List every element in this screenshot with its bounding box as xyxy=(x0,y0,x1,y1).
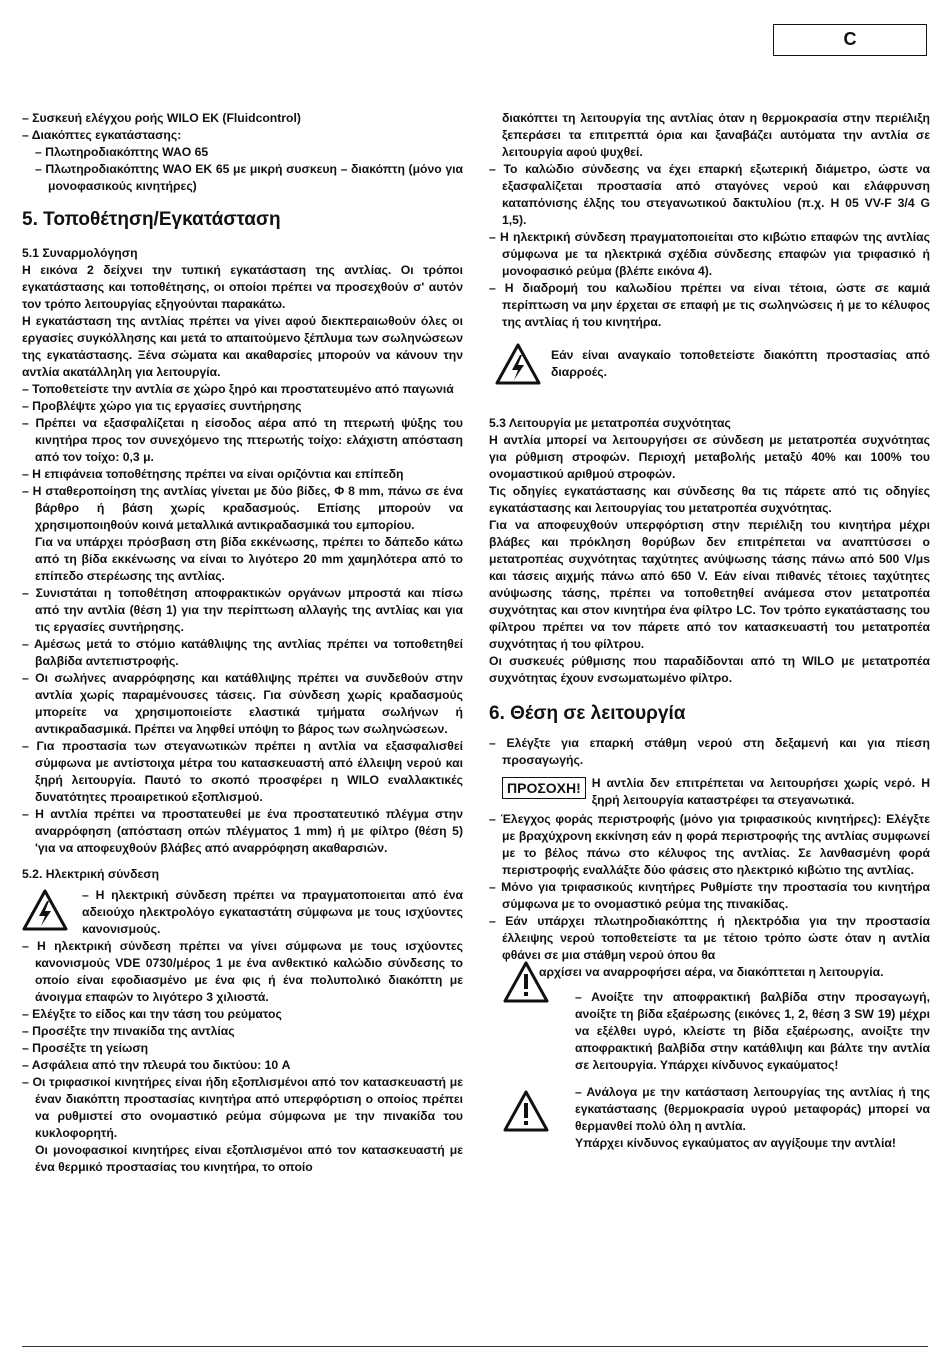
list-item: – Πρέπει να εξασφαλίζεται η είσοδος αέρα από τη πτερωτή ψύξης του κινητήρα προς τον συνεχόμενο της πτερωτής τοίχο: ελάχιστη απόσταση από τον τοίχο: 0,3 μ. xyxy=(22,416,463,464)
leakage-warning xyxy=(489,341,930,391)
list-item: – Προσέξτε τη γείωση xyxy=(22,1041,149,1055)
warning-text: – Ανάλογα με την κατάσταση λειτουργίας της αντλίας ή της εγκατάστασης (θερμοκρασία υγρού μεταφοράς) μπορεί να θερμανθεί πολύ όλη η αντλία. xyxy=(575,1085,930,1133)
list-item: – Διακόπτες εγκατάστασης: xyxy=(22,128,182,142)
electric-hazard-icon xyxy=(22,889,68,931)
list-item-continuation: Για να υπάρχει πρόσβαση στη βίδα εκκένωσης, πρέπει το δάπεδο κάτω από τη βίδα εκκένωσης να είναι το λιγότερο 20 mm χαμηλότερα από το επίπεδο στερέωσης της αντλίας. xyxy=(35,535,463,583)
list-item: – Προβλέψτε χώρο για τις εργασίες συντήρησης xyxy=(22,399,302,413)
list-item: – Συνιστάται η τοποθέτηση αποφρακτικών οργάνων μπροστά και πίσω από την αντλία (θέση 1) για την περίπτωση αλλαγής της αντλίας και για τις εργασίες συντήρησης. xyxy=(22,586,463,634)
list-item: – Η επιφάνεια τοποθέτησης πρέπει να είναι οριζόντια και επίπεδη xyxy=(22,467,404,481)
paragraph: Τις οδηγίες εγκατάστασης και σύνδεσης θα τις πάρετε από τις οδηγίες εγκατάστασης και λειτουργίας του μετατροπέα συχνότητας. xyxy=(489,484,930,515)
paragraph: Η εγκατάσταση της αντλίας πρέπει να γίνει αφού διεκπεραιωθούν όλες οι εργασίες συγκόλλησης και μετά το απαιτούμενο ξέπλυμα των σωληνώσεων της εγκατάστασης. Ξένα σώματα και ακαθαρσίες μπορούν να κάνουν την αντλία ακατάλληλη για λειτουργία. xyxy=(22,314,463,379)
list-item: – Το καλώδιο σύνδεσης να έχει επαρκή εξωτερική διάμετρο, ώστε να εξασφαλίζεται προστασία από σταγόνες νερού και ελάφρυνση καταπόνισης έλξης του στεγανωτικού δακτυλίου (π.χ. H 05 VV-F 3/4 G 1,5). xyxy=(489,162,930,227)
list-item: – Εάν υπάρχει πλωτηροδιακόπτης ή ηλεκτρόδια για την προστασία έλλειψης νερού τοποθετείστε τα με τέτοιο τρόπο ώστε όταν η αντλία φθάνει σε μια στάθμη νερού όπου θα xyxy=(489,914,930,962)
footer-rule xyxy=(22,1346,928,1347)
electric-warning xyxy=(22,887,463,938)
warning-text: Εάν είναι αναγκαίο τοποθετείστε διακόπτη προστασίας από διαρροές. xyxy=(551,348,930,379)
paragraph: Η αντλία μπορεί να λειτουργήσει σε σύνδεση με μετατροπέα συχνότητας για ρύθμιση στροφών. Περιοχή μεταβολής μεταξύ 40% και 100% του ονομαστικού αριθμού στροφών. xyxy=(489,433,930,481)
electric-hazard-icon xyxy=(495,343,541,385)
paragraph: Οι συσκευές ρύθμισης που παραδίδονται από τη WILO με μετατροπέα συχνότητας έχουν ενσωματωμένο φίλτρο. xyxy=(489,654,930,685)
section-title: 5. Τοποθέτηση/Εγκατάσταση xyxy=(22,209,281,230)
exclamation-warning-icon xyxy=(503,961,549,1003)
warning-text: – Ανοίξτε την αποφρακτική βαλβίδα στην προσαγωγή, ανοίξτε τη βίδα εξαέρωσης (εικόνες 1, 2, θέση 3 SW 19) μέχρι να εξέλθει υγρό, κλείστε τη βίδα εξαέρωσης, ανοίξτε την αποφρακτική βαλβίδα στην κατάθλιψη και βάλτε την αντλία σε λειτουργία. Υπάρχει κίνδυνος εγκαύματος! xyxy=(575,990,930,1072)
exclamation-warning-icon xyxy=(503,1090,549,1132)
list-item: – Τοποθετείστε την αντλία σε χώρο ξηρό και προστατευμένο από παγωνιά xyxy=(22,382,454,396)
left-column xyxy=(22,110,463,1176)
list-item: – Η σταθεροποίηση της αντλίας γίνεται με δύο βίδες, Φ 8 mm, πάνω σε ένα βάρθρο ή βάση χωρίς κραδασμούς. Επίσης μπορούν να χρησιμοποιηθούν κοινά μεταλλικά αντικραδασμικά του εμπορίου. xyxy=(22,484,463,532)
list-item: – Ελέγξτε για επαρκή στάθμη νερού στη δεξαμενή και για πίεση προσαγωγής. xyxy=(489,736,930,767)
list-item: – Πλωτηροδιακόπτης WAO EK 65 με μικρή συσκευη – διακόπτη (μόνο για μονοφασικούς κινητήρες) xyxy=(35,162,463,193)
warning-text: Υπάρχει κίνδυνος εγκαύματος αν αγγίξουμε την αντλία! xyxy=(575,1136,896,1150)
subsection-title: 5.1 Συναρμολόγηση xyxy=(22,246,138,260)
list-item: – Οι τριφασικοί κινητήρες είναι ήδη εξοπλισμένοι από τον κατασκευαστή με έναν διακόπτη προστασίας κινητήρα από υπερφόρτιση ο οποίος πρέπει να ρυθμιστεί στο ονομαστικό ρεύμα σύμφωνα με την πινακίδα του κυκλοφορητή. xyxy=(22,1075,463,1140)
list-item: – Έλεγχος φοράς περιστροφής (μόνο για τριφασικούς κινητήρες): Ελέγξτε με βραχύχρονη εκκίνηση εάν η φορά περιστροφής της αντλίας συμφωνεί με το βέλος πάνω στο κέλυφος της αντλίας. Σε λανθασμένη φορά περιστροφής εναλλάξτε δύο φάσεις στο ηλεκτρικό κιβώτιο της αντλίας. xyxy=(489,812,930,877)
list-item: – Μόνο για τριφασικούς κινητήρες Ρυθμίστε την προστασία του κινητήρα σύμφωνα με το ονομαστικό ρεύμα της πινακίδας. xyxy=(489,880,930,911)
subsection-title: 5.2. Ηλεκτρική σύνδεση xyxy=(22,867,160,881)
list-item: – Προσέξτε την πινακίδα της αντλίας xyxy=(22,1024,235,1038)
list-item: – Συσκευή ελέγχου ροής WILO EK (Fluidcontrol) xyxy=(22,111,301,125)
subsection-title: 5.3 Λειτουργία με μετατροπέα συχνότητας xyxy=(489,416,731,430)
list-item-continuation: Οι μονοφασικοί κινητήρες είναι εξοπλισμένοι από τον κατασκευαστή με ένα θερμικό προστασίας του κινητήρα, το οποίο xyxy=(35,1143,463,1174)
caution-label: ΠΡΟΣΟΧΗ! xyxy=(502,777,586,799)
list-item: – Η διαδρομή του καλωδίου πρέπει να είναι τέτοια, ώστε σε καμιά περίπτωση να μην έρχεται σε επαφή με τις σωληνώσεις ή με το κέλυφος της αντλίας ή του κινητήρα. xyxy=(489,281,930,329)
list-item: – Η ηλεκτρική σύνδεση πραγματοποιείται στο κιβώτιο επαφών της αντλίας σύμφωνα με τα ηλεκτρικά σχέδια σύνδεσης επαφών για τριφασικό ή μονοφασικό ρεύμα (βλέπε εικόνα 4). xyxy=(489,230,930,278)
paragraph: Η εικόνα 2 δείχνει την τυπική εγκατάσταση της αντλίας. Οι τρόποι εγκατάστασης και τοποθέτησης, οι οποίοι πρέπει να προσεχθούν σ' αυτόν τον τρόπο λειτουργίας εξηγούνται παρακάτω. xyxy=(22,263,463,311)
heat-warning xyxy=(489,1084,930,1152)
list-item: – Η ηλεκτρική σύνδεση πρέπει να γίνει σύμφωνα με τους ισχύοντες κανονισμούς VDE 0730/μέρος 1 με ένα ανθεκτικό καλώδιο σύνδεσης το οποίο είναι εφοδιασμένο με ένα φις ή ένα πολυπολικό διακόπτη με άνοιγμα επαφών το λιγότερο 3 χιλιοστά. xyxy=(22,939,463,1004)
caution-block xyxy=(502,775,930,809)
list-item-continuation: αρχίσει να αναρροφήσει αέρα, να διακόπτεται η λειτουργία. xyxy=(539,965,884,979)
paragraph: Για να αποφευχθούν υπερφόρτιση στην περιέλιξη του κινητήρα μέχρι βλάβες και πρόκληση θορύβων δεν επιτρέπεται να αναπτύσσει ο μετατροπέας συχνότητας ταχύτητες ανύψωσης τάσης πάνω από 500 V/μs και τάσεις αιχμής πάνω από 650 V. Εάν είναι πιθανές τέτοιες ταχύτητες ανύψωσης τάσης, πρέπει να τοποθετηθεί ανάμεσα στον μετατροπέα συχνότητας και στον κινητήρα ένα φίλτρο LC. Τον τρόπο εγκατάστασης του φίλτρου πρέπει να τον πάρετε από τον κατασκευαστή του μετατροπέα συχνότητας ή του φίλτρου. xyxy=(489,518,930,651)
right-column xyxy=(489,110,930,1152)
section-title: 6. Θέση σε λειτουργία xyxy=(489,703,686,724)
caution-text: Η αντλία δεν επιτρέπεται να λειτουρήσει χωρίς νερό. Η ξηρή λειτουργία καταστρέφει τα στεγανωτικά. xyxy=(591,776,930,807)
list-item: – Ασφάλεια από την πλευρά του δικτύου: 10 A xyxy=(22,1058,291,1072)
list-item: – Για προστασία των στεγανωτικών πρέπει η αντλία να εξασφαλισθεί σύμφωνα με αντίστοιχα μέτρα του κατασκευαστή από έλλειψη νερού και ξηρή λειτουργία. Παυτό το σκοπό προσφέρει η WILO εναλλακτικές δυνατότητες προαιρετικού εξοπλισμού. xyxy=(22,739,463,804)
list-item: – Η αντλία πρέπει να προστατευθεί με ένα προστατευτικό πλέγμα στην αναρρόφηση (απόσταση οπών πλέγματος 1 mm) ή με φίλτρο (θέση 5) 'για να αποφευχθούν βλάβες από αναρρόφηση ακαθαρσιών. xyxy=(22,807,463,855)
list-item: – Οι σωλήνες αναρρόφησης και κατάθλιψης πρέπει να συνδεθούν στην αντλία χωρίς παραμένουσες τάσεις. Για σύνδεση χωρίς κραδασμούς μπορείτε να χρησιμοποιείστε ελαστικά τμήματα σωλήνων ή αντικραδασμικά. Πρέπει να ληφθεί υπόψη το βάρος των σωληνώσεων. xyxy=(22,671,463,736)
venting-warning xyxy=(489,989,930,1074)
list-item: – Πλωτηροδιακόπτης WAO 65 xyxy=(35,145,209,159)
warning-text: – Η ηλεκτρική σύνδεση πρέπει να πραγματοποιειται από ένα αδειούχο ηλεκτρολόγο εγκαταστάτη σύμφωνα με τους ισχύοντες κανονισμούς. xyxy=(82,888,463,936)
section-tab: C xyxy=(773,24,927,56)
list-item-continuation: διακόπτει τη λειτουργία της αντλίας όταν η θερμοκρασία στην περιέλιξη ξεπεράσει τα επιτρεπτά όρια και ξαναβάζει αυτόματα την αντλία σε λειτουργία αφού ψυχθεί. xyxy=(502,111,930,159)
list-item: – Αμέσως μετά το στόμιο κατάθλιψης της αντλίας πρέπει να τοποθετηθεί βαλβίδα αντεπιστροφής. xyxy=(22,637,463,668)
list-item: – Ελέγξτε το είδος και την τάση του ρεύματος xyxy=(22,1007,282,1021)
